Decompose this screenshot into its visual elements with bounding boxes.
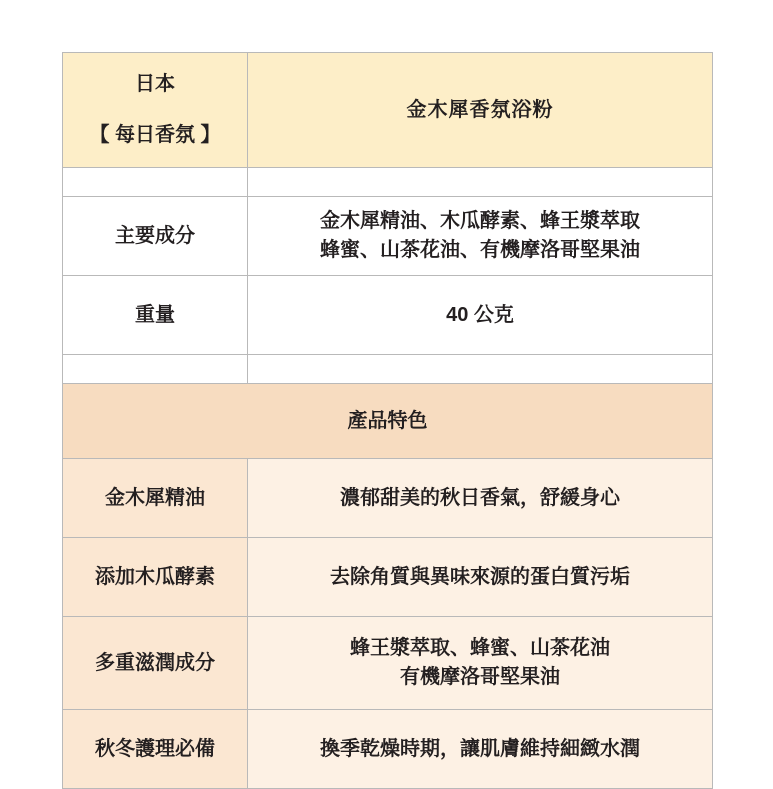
origin-country: 日本: [135, 73, 175, 95]
feature-4-label: 秋冬護理必備: [63, 710, 248, 789]
spacer2-cell-right: [248, 355, 713, 384]
spacer-cell-left: [63, 168, 248, 197]
table-row-header: [63, 53, 713, 168]
feature-4-value: [248, 710, 713, 789]
product-spec-table: [62, 52, 713, 789]
row-spacer-2: [63, 355, 713, 384]
feature-2-label: 添加木瓜酵素: [63, 538, 248, 617]
feature-3-line-2: 有機摩洛哥堅果油: [400, 666, 560, 688]
weight-value: [248, 276, 713, 355]
spacer-cell-right: [248, 168, 713, 197]
feature-2-value: [248, 538, 713, 617]
product-title: 金木犀香氛浴粉: [248, 53, 713, 168]
feature-1-value: [248, 459, 713, 538]
feature-2-line-1: 去除角質與異味來源的蛋白質污垢: [330, 565, 630, 588]
table-row-feature-1: [63, 459, 713, 538]
feature-4-line-1: 換季乾燥時期，讓肌膚維持細緻水潤: [320, 737, 640, 760]
origin-series: 【 每日香氛 】: [89, 124, 221, 146]
ingredients-label: 主要成分: [63, 197, 248, 276]
table-row-feature-2: [63, 538, 713, 617]
feature-3-label: 多重滋潤成分: [63, 617, 248, 710]
table-row-feature-4: [63, 710, 713, 789]
weight-label: 重量: [63, 276, 248, 355]
row-spacer-1: [63, 168, 713, 197]
table-row-ingredients: [63, 197, 713, 276]
ingredients-line-2: 蜂蜜、山茶花油、有機摩洛哥堅果油: [320, 239, 640, 261]
weight-line-1: 40 公克: [446, 303, 514, 326]
features-section-header: [63, 384, 713, 459]
ingredients-line-1: 金木犀精油、木瓜酵素、蜂王漿萃取: [320, 210, 640, 232]
spec-table-container: [62, 52, 712, 789]
feature-3-value: [248, 617, 713, 710]
spacer2-cell-left: [63, 355, 248, 384]
ingredients-value: [248, 197, 713, 276]
table-row-weight: [63, 276, 713, 355]
feature-1-label: 金木犀精油: [63, 459, 248, 538]
features-section-title: 產品特色: [63, 384, 713, 459]
feature-1-line-1: 濃郁甜美的秋日香氣，舒緩身心: [340, 486, 620, 509]
origin-cell: [63, 53, 248, 168]
table-row-feature-3: [63, 617, 713, 710]
feature-3-line-1: 蜂王漿萃取、蜂蜜、山茶花油: [350, 637, 610, 659]
